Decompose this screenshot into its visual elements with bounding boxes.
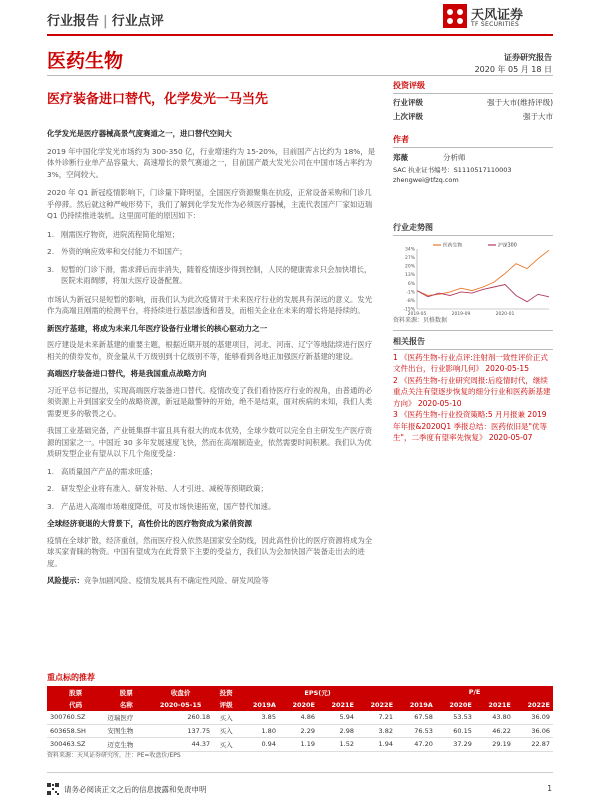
list-text: 高质量国产产品的需求旺盛； [61,466,158,476]
header-cell: EPS(元) [239,686,396,699]
body-paragraph: 我国工业基础完备，产业链集群丰富且具有很大的成本优势，全球少数可以完全自主研发生产医疗资源的国家之一。中国近 30 多年发展速度飞快，然而在高端制造业，依然需要时间积累。我们认为优质研发型企业有望从以下几个角度受益： [47,426,373,458]
header-cell: 2019A [396,699,436,712]
table-row [47,724,553,738]
author-name: 郑薇 [393,153,408,162]
category-label: 行业报告 [47,14,100,29]
author-section [393,134,553,184]
table-title: 重点标的推荐 [47,673,95,682]
related-item[interactable]: 3 《医药生物-行业投资策略:5 月月报兼 2019 年年报&2020Q1 季报总结：医药依旧是"优等生"，二季度有望率先恢复》 2020-05-07 [393,410,547,442]
list-item [47,264,377,287]
y-tick-label: -1% [406,290,415,296]
header-cell: 2020E [436,699,475,712]
pe-cell: 36.06 [514,724,553,738]
table-note: 资料来源：天风证券研究所，注：PE=收盘价/EPS [47,752,181,759]
author-sac: SAC 执业证书编号：S1110517110003 [393,166,512,174]
legend-label: 沪深300 [498,243,517,249]
pe-cell: 37.29 [436,738,475,752]
body-paragraph: 医疗建设是未来新基建的重要主题，根据近期开展的基建项目，河北、河南、辽宁等地陆续进行医疗相关的债券发布，资金量从千万级别到十亿级别不等，能够看到各地正加强医疗新基建的建设。 [47,340,373,361]
author-heading: 作者 [393,135,409,144]
trend-heading: 行业走势图 [393,223,433,232]
list-number: 2. [47,247,55,256]
body-paragraph: 2019 年中国化学发光市场约为 300-350 亿，行业增速约为 15-20%，目前国产占比约为 18%，是体外诊断行业单产品容量大、高速增长的景气赛道之一，目前国产最大发光公司在中国市场占率约为 3%，空间较大。 [47,146,376,179]
industry-rating-label: 行业评级 [393,98,423,107]
footer-rule [47,772,553,773]
eps-cell: 7.21 [357,711,396,724]
trend-section [393,222,553,236]
y-tick-label: 34% [404,247,415,253]
body-paragraph: 习近平总书记提出，实现高端医疗装备进口替代。疫情改变了我们看待医疗行业的视角，由普通的必须资源上升到国家安全的战略资源，新冠是敲警钟的开始，绝不是结束，面对疾病的未知，我们人类需要更多的敬畏之心。 [47,385,373,418]
section-heading: 高端医疗装备进口替代，将是我国重点战略方向 [47,369,207,378]
report-type: 证券研究报告 [504,53,552,62]
logo-text-cn: 天风证券 [471,8,524,23]
body-paragraph: 疫情在全球扩散，经济重创，然而医疗投入依然是国家安全防线，因此高性价比的医疗资源将成为全球买家青睐的物资。中国有望成为在此背景下主要的受益方，我们认为会加快国产装备走出去的进度。 [47,535,373,568]
trend-chart [393,239,553,323]
industry-rating-value: 强于大市(维持评级) [487,98,553,107]
pe-cell: 60.15 [436,724,475,738]
list-text: 刚需医疗物资，进院流程简化缩短； [61,229,180,239]
section-heading: 新医疗基建，将成为未来几年医疗设备行业增长的核心驱动力之一 [47,323,268,333]
y-tick-label: 6% [407,281,415,287]
list-number: 1. [47,466,55,476]
rating-section [393,80,553,122]
header-cell: P/E [396,686,553,699]
logo-text-en: TF SECURITIES [471,21,520,28]
stock-name: 迈瑞医疗 [104,711,148,724]
author-row [393,152,553,163]
list-text: 短暂的门诊下滑，需求滞后而非消失，随着疫情逐步得到控制，人民的健康需求只会加快增长，医院未雨绸缪，将加大医疗设备配置。 [61,264,372,285]
section-heading: 化学发光是医疗器械高景气度赛道之一，进口替代空间大 [47,129,232,138]
eps-cell: 3.82 [357,724,396,738]
header-cell: 股票 [104,686,148,699]
header-cell: 收盘价 [148,686,213,699]
header-category [47,10,164,29]
risk-label: 风险提示： [47,576,84,585]
qr-code-icon [47,783,59,795]
list-text: 研发型企业将有准入、研发补贴、人才引进、减税等预期政策； [61,484,268,493]
eps-cell: 5.94 [318,711,357,724]
legend-label: 医药生物 [443,243,463,249]
author-rule [393,147,553,148]
trend-source: 资料来源：贝格数据 [393,317,448,324]
header-cell: 名称 [104,699,148,712]
list-number: 3. [47,501,55,511]
pe-cell: 53.53 [436,711,475,724]
table-row [47,711,553,724]
author-title: 分析师 [443,153,466,162]
pe-cell: 43.80 [475,711,514,724]
eps-cell: 1.19 [279,738,318,752]
header-cell: 股票 [47,686,104,699]
rating: 买入 [213,711,239,724]
stock-name: 迈克生物 [104,738,148,752]
footer-disclaimer: 请务必阅读正文之后的信息披露和免责申明 [64,785,207,794]
list-item [47,466,377,478]
close-price: 260.18 [148,711,213,724]
trend-bottom-rule [393,330,553,331]
list-number: 1. [47,229,55,239]
page-number: 1 [547,784,552,793]
list-text: 外资的响应效率和交付能力不如国产； [61,247,187,256]
report-body [47,128,377,587]
list-item [47,501,377,513]
related-section [393,336,553,444]
sector-title: 医药生物 [47,50,124,72]
section-heading: 全球经济衰退的大背景下，高性价比的医疗物资成为紧俏资源 [47,519,253,528]
list-item [47,246,377,258]
header-cell: 2020E [279,699,318,712]
header-cell: 2020-05-15 [148,699,213,712]
logo-mark-icon [443,4,467,28]
table-row [47,738,553,752]
eps-cell: 0.94 [239,738,279,752]
related-item[interactable]: 1 《医药生物-行业点评:注射剂一致性评价正式文件出台，行业影响几何》 2020-05-15 [393,352,548,373]
risk-note [47,575,377,587]
previous-rating-value: 强于大市 [523,112,553,121]
list-item [47,229,377,241]
eps-cell: 4.86 [279,711,318,724]
y-tick-label: -8% [406,298,415,304]
related-heading: 相关报告 [393,337,425,346]
series-line [417,250,549,295]
close-price: 137.75 [148,724,213,738]
y-tick-label: 13% [404,273,415,279]
author-email[interactable]: zhengwei@tfzq.com [393,176,459,184]
header-cell: 2021E [475,699,514,712]
eps-cell: 1.94 [357,738,396,752]
header-cell: 2019A [239,699,279,712]
header-cell: 评级 [213,699,239,712]
pe-cell: 36.09 [514,711,553,724]
y-tick-label: -15% [403,307,415,313]
recommendation-table [47,686,553,752]
header-separator: | [103,14,108,29]
list-item [47,483,377,495]
eps-cell: 2.98 [318,724,357,738]
header-cell: 2022E [357,699,396,712]
rating-rule [393,93,553,94]
industry-rating-row [393,97,553,108]
pe-cell: 67.58 [396,711,436,724]
pe-cell: 47.20 [396,738,436,752]
body-paragraph: 2020 年 Q1 新冠疫情影响下，门诊量下降明显，全国医疗资源聚集在抗疫，正常设备采购和门诊几乎停滞。然后就这种严峻形势下，我们了解到化学发光作为必须医疗器械，主流代表国产厂家如迈瑞 Q1 仍持续推进装机。这里面可能的原因如下： [47,188,373,220]
y-tick-label: 27% [404,256,415,262]
risk-text: 竞争加剧风险、疫情发展具有不确定性风险、研发风险等 [83,576,269,585]
header-cell: 代码 [47,699,104,712]
table-header-row [47,686,553,699]
list-number: 3. [47,264,55,274]
rating-heading: 投资评级 [393,81,425,90]
stock-name: 安图生物 [104,724,148,738]
x-tick-label: 2020-01 [495,312,515,317]
previous-rating-label: 上次评级 [393,112,423,121]
report-headline: 医疗装备进口替代，化学发光一马当先 [47,92,269,107]
eps-cell: 3.85 [239,711,279,724]
report-date: 2020 年 05 月 18 日 [474,65,552,74]
header-rule [47,34,553,36]
subcategory-label: 行业点评 [111,14,164,29]
sector-rule [47,75,553,76]
stock-code: 300760.SZ [47,711,104,724]
header-cell: 投资 [213,686,239,699]
stock-code: 603658.SH [47,724,104,738]
eps-cell: 1.80 [239,724,279,738]
header-cell: 2022E [514,699,553,712]
related-rule [393,349,553,350]
eps-cell: 2.29 [279,724,318,738]
x-tick-label: 2019-09 [451,312,471,317]
list-text: 产品进入高端市场难度降低，可及市场快速拓宽，国产替代加速。 [61,501,276,511]
rating: 买入 [213,724,239,738]
table-header-row [47,699,553,712]
list-number: 2. [47,484,55,493]
close-price: 44.37 [148,738,213,752]
trend-rule [393,235,553,236]
previous-rating-row [393,111,553,122]
body-paragraph: 市场认为新冠只是短暂的影响，而我们认为此次疫情对于未来医疗行业的发展具有深远的意义。发光作为高端且刚需的检测平台，将持续进行基层渗透和普及，而相关企业在未来的增长将是持续的。 [47,294,373,315]
rating: 买入 [213,738,239,752]
eps-cell: 1.52 [318,738,357,752]
pe-cell: 46.22 [475,724,514,738]
pe-cell: 76.53 [396,724,436,738]
y-tick-label: 20% [404,264,415,270]
pe-cell: 29.19 [475,738,514,752]
stock-code: 300463.SZ [47,738,104,752]
related-item[interactable]: 2 《医药生物-行业研究周报:后疫情时代，继续重点关注有望逐步恢复的细分行业和医药新基建方向》 2020-05-10 [393,375,551,408]
x-tick-label: 2019-05 [407,312,427,317]
header-cell: 2021E [318,699,357,712]
pe-cell: 22.87 [514,738,553,752]
company-logo [443,4,553,34]
